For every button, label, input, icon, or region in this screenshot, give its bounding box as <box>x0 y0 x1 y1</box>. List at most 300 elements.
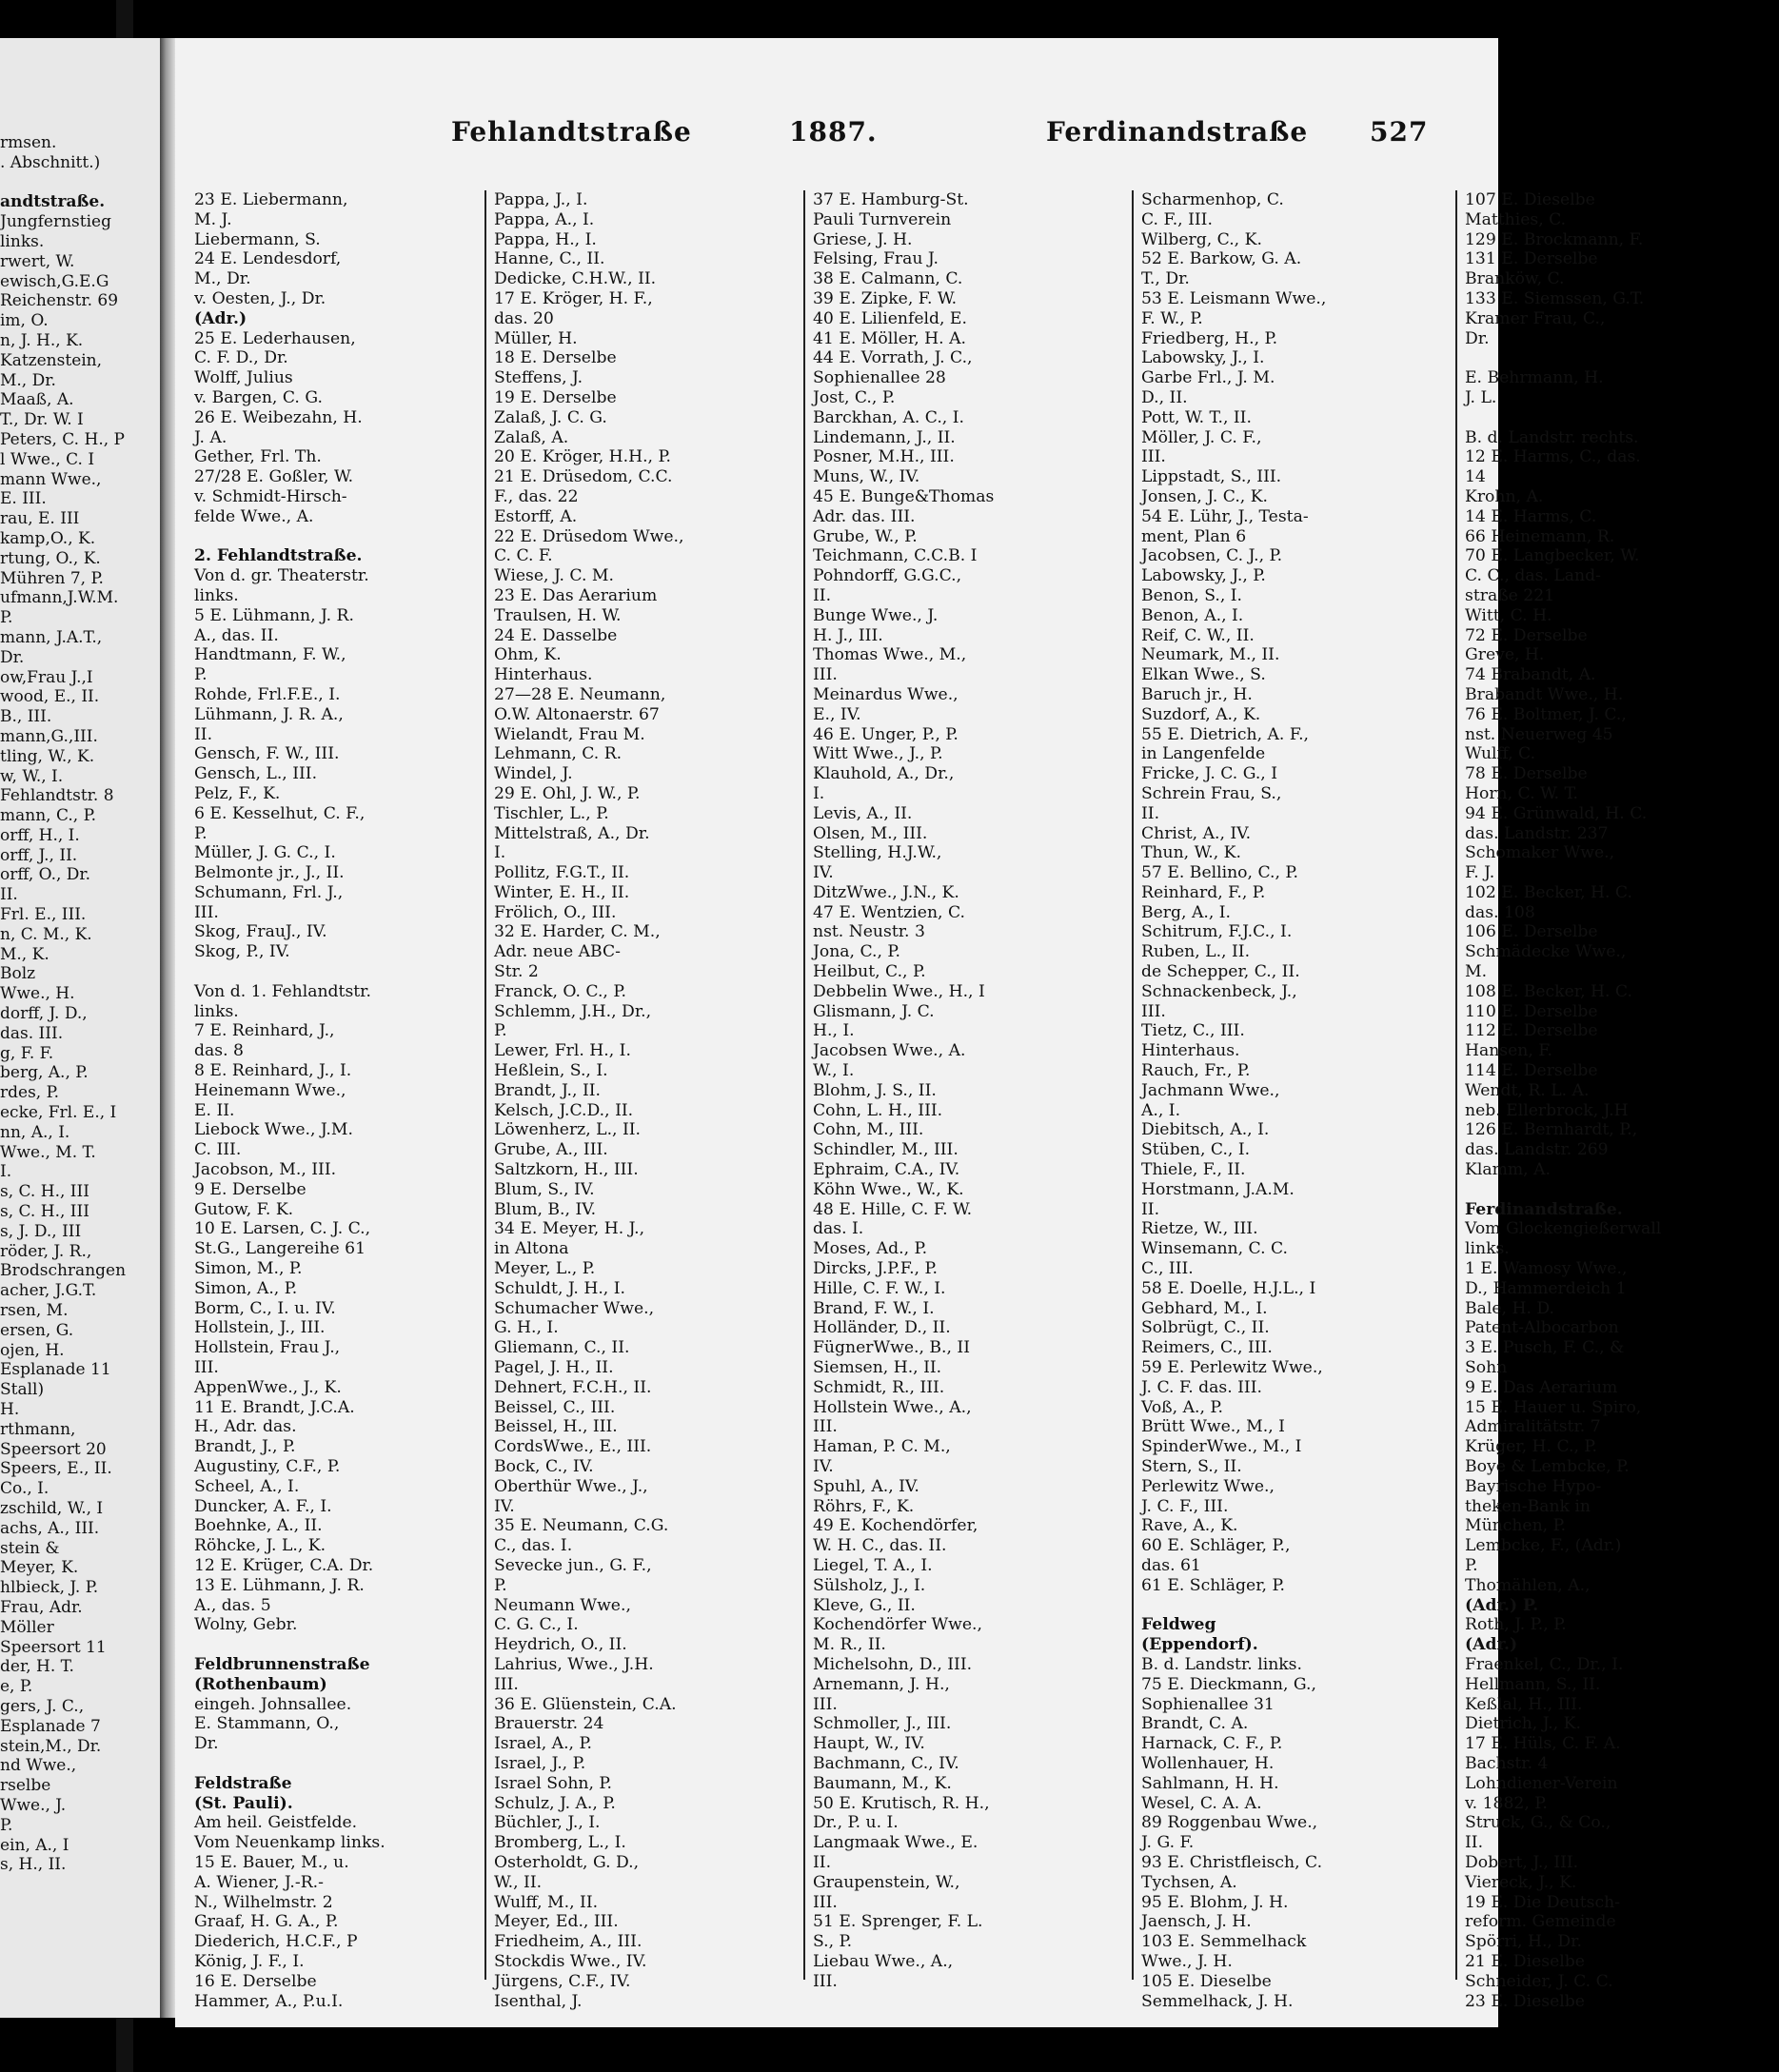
entry-line: 23 E. Liebermann, <box>194 190 348 209</box>
entry-line: Voß, A., P. <box>1141 1397 1223 1417</box>
entry-line: A., I. <box>1141 1100 1181 1120</box>
entry-line: Skog, FrauJ., IV. <box>194 922 327 942</box>
entry-line: 48 E. Hille, C. F. W. <box>813 1199 973 1219</box>
entry-line: Wwe., J. H. <box>1141 1951 1233 1971</box>
entry-line: 29 E. Ohl, J. W., P. <box>494 783 641 803</box>
entry-line: links. <box>0 231 45 251</box>
entry-line: 10 E. Larsen, C. J. C., <box>194 1219 371 1239</box>
entry-line: 9 E. Das Aerarium <box>1465 1377 1618 1397</box>
entry-line: Wiese, J. C. M. <box>494 566 614 586</box>
entry-line: Gliemann, C., II. <box>494 1338 630 1358</box>
entry-line: 7 E. Reinhard, J., <box>194 1021 335 1041</box>
entry-line: Oberthür Wwe., J., <box>494 1476 648 1496</box>
entry-line: Am heil. Geistfelde. <box>194 1813 358 1833</box>
entry-line: 38 E. Calmann, C. <box>813 269 963 289</box>
entry-line: Meyer, L., P. <box>494 1259 596 1279</box>
entry-line: II. <box>813 585 832 605</box>
entry-line: (Adr.) <box>1465 1635 1518 1655</box>
entry-line: 51 E. Sprenger, F. L. <box>813 1912 983 1932</box>
entry-line: 129 E. Brockmann, F. <box>1465 229 1644 249</box>
entry-line: 66 Heinemann, R. <box>1465 526 1615 546</box>
entry-line: Blohm, J. S., II. <box>813 1080 937 1100</box>
entry-line: 131 E. Derselbe <box>1465 249 1598 269</box>
entry-line: Pelz, F., K. <box>194 783 281 803</box>
entry-line: Pott, W. T., II. <box>1141 407 1252 427</box>
entry-line: Garbe Frl., J. M. <box>1141 368 1275 388</box>
entry-line: Struck, G., & Co., <box>1465 1813 1611 1833</box>
entry-line: D., II. <box>1141 387 1188 407</box>
entry-line: Horn, C. W. T. <box>1465 783 1578 803</box>
entry-line: Schmädecke Wwe., <box>1465 942 1627 962</box>
entry-line: Langmaak Wwe., E. <box>813 1833 978 1853</box>
entry-line: Fricke, J. C. G., I <box>1141 764 1278 784</box>
entry-line: Muns, W., IV. <box>813 467 920 487</box>
entry-line: ecke, Frl. E., I <box>0 1103 117 1123</box>
entry-line: 23 E. Das Aerarium <box>494 585 658 605</box>
entry-line: rsen, M. <box>0 1301 69 1321</box>
entry-line: Cohn, L. H., III. <box>813 1100 943 1120</box>
entry-line: IV. <box>813 863 834 883</box>
entry-line: das. I. <box>813 1219 864 1239</box>
entry-line: ment, Plan 6 <box>1141 526 1247 546</box>
entry-line: berg, A., P. <box>0 1063 89 1083</box>
entry-line: St.G., Langereihe 61 <box>194 1239 366 1259</box>
directory-page <box>175 38 1662 2027</box>
entry-line: n, J. H., K. <box>0 330 84 350</box>
entry-line: Vom Glockengießerwall <box>1465 1219 1662 1239</box>
entry-line: Wulff, M., II. <box>494 1892 599 1912</box>
entry-line: Bromberg, L., I. <box>494 1833 626 1853</box>
entry-line: Rietze, W., III. <box>1141 1219 1258 1239</box>
entry-line: tling, W., K. <box>0 746 95 766</box>
entry-line: Wielandt, Frau M. <box>494 724 645 744</box>
entry-line: das. 20 <box>494 308 554 328</box>
entry-line: Neumann Wwe., <box>494 1595 631 1615</box>
entry-line: Witt Wwe., J., P. <box>813 744 943 764</box>
entry-line: Greve, H. <box>1465 645 1545 665</box>
entry-line: Stockdis Wwe., IV. <box>494 1951 647 1971</box>
entry-line: Wwe., H. <box>0 984 75 1004</box>
entry-line: Jürgens, C.F., IV. <box>494 1971 631 1991</box>
entry-line: Franck, O. C., P. <box>494 981 626 1001</box>
entry-line: B. d. Landstr. rechts. <box>1465 427 1639 447</box>
entry-line: Ferdinandstraße. <box>1465 1199 1623 1219</box>
entry-line: Barckhan, A. C., I. <box>813 407 964 427</box>
entry-line: Hanne, C., II. <box>494 249 605 269</box>
entry-line: de Schepper, C., II. <box>1141 962 1300 982</box>
entry-line: Pohndorff, G.G.C., <box>813 566 962 586</box>
entry-line: rau, E. III <box>0 509 80 529</box>
entry-line: Winter, E. H., II. <box>494 882 630 902</box>
entry-line: Maaß, A. <box>0 390 74 410</box>
entry-line: Sophienallee 31 <box>1141 1694 1275 1714</box>
entry-line: 1 E. Wamosy Wwe., <box>1465 1259 1628 1279</box>
entry-line: andtstraße. <box>0 192 106 212</box>
entry-line: Wwe., J. <box>0 1795 67 1815</box>
entry-line: Schitrum, F.J.C., I. <box>1141 922 1293 942</box>
entry-line: 3 E. Pusch, F. C., & <box>1465 1338 1625 1358</box>
entry-line: Pappa, J., I. <box>494 190 588 209</box>
entry-line: Diebitsch, A., I. <box>1141 1120 1270 1140</box>
entry-line: stein & <box>0 1538 60 1558</box>
entry-line: E. II. <box>194 1100 235 1120</box>
entry-line: Baruch jr., H. <box>1141 684 1253 704</box>
entry-line: Mittelstraß, A., Dr. <box>494 823 650 843</box>
entry-line: Schnackenbeck, J., <box>1141 981 1297 1001</box>
entry-line: Hollstein Wwe., A., <box>813 1397 972 1417</box>
entry-line: Bale, H. D. <box>1465 1298 1555 1318</box>
entry-line: W. H. C., das. II. <box>813 1536 947 1556</box>
entry-line: 13 E. Lühmann, J. R. <box>194 1575 365 1595</box>
entry-line: 72 E. Derselbe <box>1465 625 1588 645</box>
entry-line: Hollstein, Frau J., <box>194 1338 341 1358</box>
entry-line: F. W., P. <box>1141 308 1203 328</box>
left-page-fragment <box>0 38 160 2018</box>
entry-line: Keßlal, H., III. <box>1465 1694 1583 1714</box>
entry-line: 114 E. Derselbe <box>1465 1061 1598 1081</box>
entry-line: 2. Fehlandtstraße. <box>194 546 363 566</box>
entry-line: Hille, C. F. W., I. <box>813 1278 946 1298</box>
entry-line: 23 E. Dieselbe <box>1465 1991 1585 2011</box>
entry-line: (Adr.) P. <box>1465 1595 1539 1615</box>
entry-line: Schneider, J. C. C. <box>1465 1971 1613 1991</box>
entry-line: Jacobsen, C. J., P. <box>1141 546 1283 566</box>
entry-line: Dr., P. u. I. <box>813 1813 899 1833</box>
entry-line: Rauch, Fr., P. <box>1141 1061 1251 1081</box>
entry-line: 93 E. Christfleisch, C. <box>1141 1852 1323 1872</box>
entry-line: Beissel, C., III. <box>494 1397 616 1417</box>
entry-line: 76 E. Boltmer, J. C., <box>1465 704 1627 724</box>
entry-line: Hansen, F. <box>1465 1041 1553 1061</box>
entry-line: 37 E. Hamburg-St. <box>813 190 969 209</box>
entry-line: C. III. <box>194 1140 242 1160</box>
entry-line: M. J. <box>194 209 232 229</box>
entry-line: 17 E. Kröger, H. F., <box>494 288 653 308</box>
entry-line: Hollstein, J., III. <box>194 1318 326 1338</box>
entry-line: das. 61 <box>1141 1555 1201 1575</box>
page-spine <box>160 38 175 2018</box>
entry-line: Frau, Adr. <box>0 1597 83 1617</box>
entry-line <box>194 1754 484 1774</box>
entry-line: Pauli Turnverein <box>813 209 952 229</box>
entry-line: Jacobsen Wwe., A. <box>813 1041 966 1061</box>
entry-line: das. Landstr. 237 <box>1465 823 1609 843</box>
entry-line: Suzdorf, A., K. <box>1141 704 1261 724</box>
entry-line: orff, H., I. <box>0 825 80 845</box>
entry-line: J. G. F. <box>1141 1833 1195 1853</box>
entry-line: Haupt, W., IV. <box>813 1734 925 1754</box>
entry-line: Pagel, J. H., II. <box>494 1358 614 1378</box>
entry-line: Olsen, M., III. <box>813 823 928 843</box>
entry-line: S., P. <box>813 1932 853 1952</box>
entry-line: Dircks, J.P.F., P. <box>813 1259 939 1279</box>
entry-line: 110 E. Derselbe <box>1465 1001 1598 1021</box>
entry-line: M. R., II. <box>813 1635 886 1655</box>
entry-line: Von d. gr. Theaterstr. <box>194 566 369 586</box>
entry-line: s, H., II. <box>0 1855 67 1875</box>
entry-line: Möller, J. C. F., <box>1141 427 1262 447</box>
entry-line: l Wwe., C. I <box>0 449 95 469</box>
entry-line: 6 E. Kesselhut, C. F., <box>194 803 366 823</box>
entry-line: III. <box>813 665 838 685</box>
entry-line: 36 E. Glüenstein, C.A. <box>494 1694 677 1714</box>
entry-line: Horstmann, J.A.M. <box>1141 1179 1295 1199</box>
entry-line: Schulz, J. A., P. <box>494 1793 616 1813</box>
entry-line: 16 E. Derselbe <box>194 1971 317 1991</box>
entry-line: Wendt, R. L. A. <box>1465 1080 1590 1100</box>
entry-line: Blum, B., IV. <box>494 1199 597 1219</box>
entry-line: N., Wilhelmstr. 2 <box>194 1892 333 1912</box>
entry-line: Heydrich, O., II. <box>494 1635 627 1655</box>
entry-line: Graaf, H. G. A., P. <box>194 1912 339 1932</box>
entry-line: Klauhold, A., Dr., <box>813 764 955 784</box>
entry-line: 49 E. Kochendörfer, <box>813 1516 978 1536</box>
entry-line: Duncker, A. F., I. <box>194 1496 332 1516</box>
entry-line: Klamm, A. <box>1465 1160 1551 1180</box>
entry-line: II. <box>1465 1833 1484 1853</box>
entry-line: rthmann, <box>0 1419 76 1439</box>
entry-line: Löwenherz, L., II. <box>494 1120 641 1140</box>
entry-line: Reimers, C., III. <box>1141 1338 1273 1358</box>
entry-line: Borm, C., I. u. IV. <box>194 1298 336 1318</box>
entry-line: Branköw, C. <box>1465 269 1565 289</box>
entry-line: III. <box>494 1674 519 1694</box>
entry-line: III. <box>1141 447 1166 467</box>
entry-line: Benon, S., I. <box>1141 585 1243 605</box>
entry-line: III. <box>194 1358 219 1378</box>
entry-line: Brandt, C. A. <box>1141 1714 1249 1734</box>
entry-line: Saltzkorn, H., III. <box>494 1160 639 1180</box>
entry-line: J. C. F. das. III. <box>1141 1377 1262 1397</box>
entry-line: Wesel, C. A. A. <box>1141 1793 1262 1813</box>
entry-line: III. <box>813 1892 838 1912</box>
entry-line: Grube, W., P. <box>813 526 918 546</box>
entry-line: theken-Bank in <box>1465 1496 1591 1516</box>
entry-line: Perlewitz Wwe., <box>1141 1476 1275 1496</box>
entry-line: ufmann,J.W.M. <box>0 588 119 608</box>
entry-line: Röhrs, F., K. <box>813 1496 915 1516</box>
entry-line: J. C. F., III. <box>1141 1496 1229 1516</box>
entry-line: Zalaß, J. C. G. <box>494 407 607 427</box>
entry-line: 19 E. Die Deutsch- <box>1465 1892 1620 1912</box>
entry-line: Stall) <box>0 1380 45 1400</box>
entry-line: mann Wwe., <box>0 469 102 489</box>
entry-line: Kelsch, J.C.D., II. <box>494 1100 634 1120</box>
column-4 <box>1141 190 1455 2011</box>
column-3 <box>813 190 1132 1992</box>
entry-line: Spuhl, A., IV. <box>813 1476 919 1496</box>
entry-line: G. H., I. <box>494 1318 559 1338</box>
header-year: 1887. <box>789 116 878 148</box>
entry-line: 40 E. Lilienfeld, E. <box>813 308 967 328</box>
entry-line: Schlemm, J.H., Dr., <box>494 1001 652 1021</box>
entry-line: Frl. E., III. <box>0 905 87 925</box>
entry-line: Estorff, A. <box>494 506 578 526</box>
entry-line <box>1465 408 1779 428</box>
entry-line: mann,G.,III. <box>0 726 98 746</box>
entry-line: Lahrius, Wwe., J.H. <box>494 1654 654 1674</box>
entry-line: F. J. <box>1465 863 1495 883</box>
entry-line: v. Oesten, J., Dr. <box>194 288 326 308</box>
entry-line: im, O. <box>0 311 49 331</box>
entry-line: Sahlmann, H. H. <box>1141 1773 1279 1793</box>
entry-line: Tietz, C., III. <box>1141 1021 1245 1041</box>
entry-line: g, F. F. <box>0 1043 54 1063</box>
column-5 <box>1465 190 1779 2011</box>
entry-line: III. <box>813 1417 838 1437</box>
entry-line: Meyer, Ed., III. <box>494 1912 619 1932</box>
entry-line: Brütt Wwe., M., I <box>1141 1417 1285 1437</box>
entry-line: Christ, A., IV. <box>1141 823 1252 843</box>
entry-line: ow,Frau J.,I <box>0 667 93 687</box>
entry-line: links. <box>194 585 239 605</box>
entry-line: Müller, J. G. C., I. <box>194 843 336 863</box>
entry-line: Wulff, C. <box>1465 744 1536 764</box>
entry-line: II. <box>813 1852 832 1872</box>
entry-line: Hinterhaus. <box>1141 1041 1240 1061</box>
entry-line: 58 E. Doelle, H.J.L., I <box>1141 1278 1316 1298</box>
entry-line: Schmoller, J., III. <box>813 1714 952 1734</box>
entry-line: E., IV. <box>813 704 861 724</box>
entry-line: Holländer, D., II. <box>813 1318 951 1338</box>
entry-line: Viereck, J., K. <box>1465 1872 1577 1892</box>
entry-line: 60 E. Schläger, P., <box>1141 1536 1291 1556</box>
entry-line: 8 E. Reinhard, J., I. <box>194 1061 352 1081</box>
entry-line: Brauerstr. 24 <box>494 1714 604 1734</box>
entry-line: P. <box>494 1021 507 1041</box>
entry-line: zschild, W., I <box>0 1498 104 1518</box>
entry-line: achs, A., III. <box>0 1518 100 1538</box>
entry-line: gers, J. C., <box>0 1696 85 1716</box>
entry-line: H. J., III. <box>813 625 883 645</box>
entry-line: M., Dr. <box>0 370 56 390</box>
entry-line: Feldweg <box>1141 1615 1216 1635</box>
entry-line: II. <box>1141 803 1160 823</box>
entry-line: München, P. <box>1465 1516 1567 1536</box>
entry-line: Brandt, J., P. <box>194 1437 296 1457</box>
entry-line: acher, J.G.T. <box>0 1281 97 1301</box>
entry-line: FügnerWwe., B., II <box>813 1338 970 1358</box>
entry-line: Dobert, J., III. <box>1465 1852 1579 1872</box>
entry-line: 103 E. Semmelhack <box>1141 1932 1307 1952</box>
entry-line: A., das. II. <box>194 625 279 645</box>
entry-line: Blum, S., IV. <box>494 1179 595 1199</box>
entry-line: das. 108 <box>1465 902 1535 922</box>
entry-line: 15 E. Bauer, M., u. <box>194 1852 349 1872</box>
entry-line: DitzWwe., J.N., K. <box>813 882 959 902</box>
entry-line: Ephraim, C.A., IV. <box>813 1160 960 1180</box>
entry-line: Adr. neue ABC- <box>494 942 621 962</box>
entry-line: P. <box>194 823 208 843</box>
entry-line: Stüben, C., I. <box>1141 1140 1251 1160</box>
entry-line: Brodschrangen <box>0 1261 127 1281</box>
entry-line: 105 E. Dieselbe <box>1141 1971 1272 1991</box>
entry-line: ojen, H. <box>0 1340 65 1360</box>
entry-line: 5 E. Lühmann, J. R. <box>194 605 354 625</box>
entry-line: das. III. <box>0 1023 64 1043</box>
entry-line: Admiralitätstr. 7 <box>1465 1417 1601 1437</box>
entry-line: Harnack, C. F., P. <box>1141 1734 1283 1754</box>
entry-line: Heßlein, S., I. <box>494 1061 608 1081</box>
entry-line: Posner, M.H., III. <box>813 447 955 467</box>
entry-line: e, P. <box>0 1677 33 1697</box>
entry-line: T., Dr. <box>1141 269 1190 289</box>
entry-line: C. C., das. Land- <box>1465 566 1601 586</box>
entry-line: Lippstadt, S., III. <box>1141 467 1282 487</box>
entry-line: 89 Roggenbau Wwe., <box>1141 1813 1318 1833</box>
entry-line: Jonsen, J. C., K. <box>1141 486 1269 506</box>
entry-line: 15 E. Hauer u. Spiro, <box>1465 1397 1642 1417</box>
entry-line: Pollitz, F.G.T., II. <box>494 863 630 883</box>
entry-line: Dehnert, F.C.H., II. <box>494 1377 652 1397</box>
entry-line: (St. Pauli). <box>194 1793 293 1813</box>
entry-line: Brandt, J., II. <box>494 1080 601 1100</box>
entry-line: H. <box>0 1400 20 1419</box>
entry-line: Wollenhauer, H. <box>1141 1753 1275 1773</box>
entry-line: J. L. <box>1465 387 1497 407</box>
entry-line: Israel Sohn, P. <box>494 1773 612 1793</box>
entry-line: Gebhard, M., I. <box>1141 1298 1268 1318</box>
entry-line: 9 E. Derselbe <box>194 1179 306 1199</box>
entry-line: Boye & Lembcke, P. <box>1465 1457 1630 1476</box>
entry-line: A., das. 5 <box>194 1595 271 1615</box>
entry-line: nd Wwe., <box>0 1756 77 1776</box>
entry-line: A. Wiener, J.-R.- <box>194 1872 324 1892</box>
entry-line: T., Dr. W. I <box>0 410 84 430</box>
entry-line: C., III. <box>1141 1259 1194 1279</box>
entry-line: Diederich, H.C.F., P <box>194 1932 358 1952</box>
entry-line <box>0 173 160 193</box>
entry-line: Bachstr. 4 <box>1465 1753 1549 1773</box>
entry-line: II. <box>194 724 213 744</box>
entry-line: in Langenfelde <box>1141 744 1266 764</box>
entry-line: Schumacher Wwe., <box>494 1298 655 1318</box>
entry-line: dorff, J. D., <box>0 1004 88 1024</box>
column-1 <box>194 190 484 2011</box>
entry-line: Dietrich, J., K. <box>1465 1714 1581 1734</box>
entry-line: Lühmann, J. R. A., <box>194 704 344 724</box>
entry-line: Wolny, Gebr. <box>194 1615 298 1635</box>
entry-line: Heilbut, C., P. <box>813 962 926 982</box>
entry-line: 95 E. Blohm, J. H. <box>1141 1892 1289 1912</box>
entry-line: Möller <box>0 1617 54 1637</box>
entry-line: 45 E. Bunge&Thomas <box>813 486 995 506</box>
entry-line: Jachmann Wwe., <box>1141 1080 1280 1100</box>
column-2 <box>494 190 803 2011</box>
entry-line: reform. Gemeinde <box>1465 1912 1616 1932</box>
entry-line: Beissel, H., III. <box>494 1417 618 1437</box>
entry-line: rwert, W. <box>0 251 75 271</box>
entry-line: Thomählen, A., <box>1465 1575 1591 1595</box>
entry-line: n, C. M., K. <box>0 924 92 944</box>
entry-line: Spörri, H., Dr. <box>1465 1932 1582 1952</box>
entry-line: E. Behrmann, H. <box>1465 368 1604 388</box>
entry-line: Elkan Wwe., S. <box>1141 665 1266 685</box>
entry-line: IV. <box>813 1457 834 1476</box>
entry-line: 61 E. Schläger, P. <box>1141 1575 1285 1595</box>
entry-line: Jost, C., P. <box>813 387 896 407</box>
entry-line: rtung, O., K. <box>0 548 101 568</box>
page-number: 527 <box>1370 116 1429 148</box>
entry-line: wood, E., II. <box>0 687 100 707</box>
entry-line: 14 E. Harms, C. <box>1465 506 1597 526</box>
entry-line: Labowsky, J., P. <box>1141 566 1266 586</box>
entry-line: 35 E. Neumann, C.G. <box>494 1516 669 1536</box>
entry-line: Baumann, M., K. <box>813 1773 952 1793</box>
entry-line: 22 E. Drüsedom Wwe., <box>494 526 684 546</box>
entry-line: das. 8 <box>194 1041 244 1061</box>
entry-line: Ohm, K. <box>494 645 562 665</box>
